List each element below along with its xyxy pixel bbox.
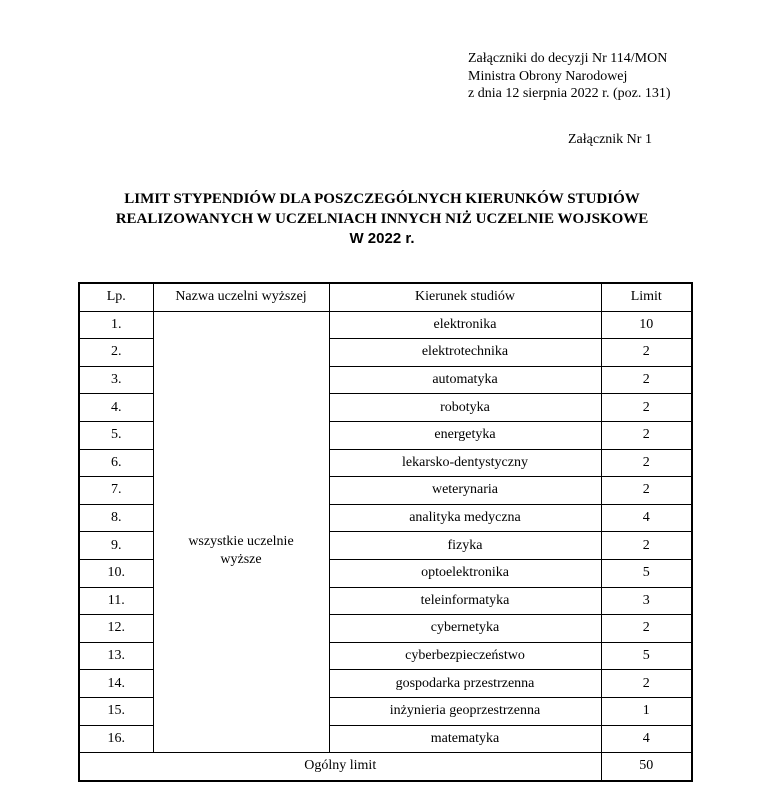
row-number: 4. bbox=[79, 394, 153, 422]
row-number: 5. bbox=[79, 421, 153, 449]
limit-value: 5 bbox=[601, 642, 692, 670]
study-field: cybernetyka bbox=[329, 615, 601, 643]
reference-line-3: z dnia 12 sierpnia 2022 r. (poz. 131) bbox=[468, 86, 671, 101]
row-number: 10. bbox=[79, 559, 153, 587]
title-line-2: REALIZOWANYCH W UCZELNIACH INNYCH NIŻ UCZELNIE WOJSKOWE bbox=[115, 211, 649, 227]
study-field: energetyka bbox=[329, 421, 601, 449]
row-number: 13. bbox=[79, 642, 153, 670]
row-number: 15. bbox=[79, 697, 153, 725]
study-field: fizyka bbox=[329, 532, 601, 560]
page-title bbox=[0, 189, 764, 249]
limit-value: 2 bbox=[601, 339, 692, 367]
limit-value: 4 bbox=[601, 725, 692, 753]
study-field: cyberbezpieczeństwo bbox=[329, 642, 601, 670]
row-number: 12. bbox=[79, 615, 153, 643]
study-field: matematyka bbox=[329, 725, 601, 753]
limit-value: 10 bbox=[601, 311, 692, 339]
row-number: 1. bbox=[79, 311, 153, 339]
study-field: analityka medyczna bbox=[329, 504, 601, 532]
study-field: inżynieria geoprzestrzenna bbox=[329, 697, 601, 725]
table-footer-row bbox=[79, 753, 692, 781]
header-lp: Lp. bbox=[79, 283, 153, 311]
study-field: automatyka bbox=[329, 366, 601, 394]
row-number: 6. bbox=[79, 449, 153, 477]
row-number: 3. bbox=[79, 366, 153, 394]
study-field: weterynaria bbox=[329, 477, 601, 505]
reference-line-2: Ministra Obrony Narodowej bbox=[468, 68, 628, 84]
total-limit-value: 50 bbox=[601, 753, 692, 781]
limit-value: 5 bbox=[601, 559, 692, 587]
header-university: Nazwa uczelni wyższej bbox=[153, 283, 329, 311]
attachment-number-label: Załącznik Nr 1 bbox=[568, 132, 652, 147]
study-field: elektrotechnika bbox=[329, 339, 601, 367]
row-number: 16. bbox=[79, 725, 153, 753]
study-field: elektronika bbox=[329, 311, 601, 339]
row-number: 14. bbox=[79, 670, 153, 698]
limit-value: 3 bbox=[601, 587, 692, 615]
header-limit: Limit bbox=[601, 283, 692, 311]
header-field: Kierunek studiów bbox=[329, 283, 601, 311]
table-row bbox=[79, 311, 692, 339]
study-field: teleinformatyka bbox=[329, 587, 601, 615]
total-limit-label: Ogólny limit bbox=[79, 753, 601, 781]
study-field: robotyka bbox=[329, 394, 601, 422]
university-group-label: wszystkie uczelnie wyższe bbox=[188, 533, 294, 567]
title-line-1: LIMIT STYPENDIÓW DLA POSZCZEGÓLNYCH KIERUNKÓW STUDIÓW bbox=[124, 191, 640, 207]
university-group-cell bbox=[153, 311, 329, 753]
limit-value: 2 bbox=[601, 615, 692, 643]
row-number: 2. bbox=[79, 339, 153, 367]
row-number: 9. bbox=[79, 532, 153, 560]
title-line-3: W 2022 r. bbox=[349, 230, 415, 247]
limit-value: 2 bbox=[601, 421, 692, 449]
limit-value: 2 bbox=[601, 532, 692, 560]
row-number: 7. bbox=[79, 477, 153, 505]
table-header-row bbox=[79, 283, 692, 311]
study-field: gospodarka przestrzenna bbox=[329, 670, 601, 698]
limit-value: 4 bbox=[601, 504, 692, 532]
limit-value: 2 bbox=[601, 394, 692, 422]
study-field: lekarsko-dentystyczny bbox=[329, 449, 601, 477]
reference-line-1: Załączniki do decyzji Nr 114/MON bbox=[468, 51, 668, 66]
row-number: 8. bbox=[79, 504, 153, 532]
scholarship-limits-table bbox=[78, 282, 693, 782]
limit-value: 2 bbox=[601, 477, 692, 505]
study-field: optoelektronika bbox=[329, 559, 601, 587]
limit-value: 2 bbox=[601, 366, 692, 394]
limit-value: 2 bbox=[601, 670, 692, 698]
limit-value: 1 bbox=[601, 697, 692, 725]
decision-reference-block bbox=[468, 50, 671, 103]
limit-value: 2 bbox=[601, 449, 692, 477]
row-number: 11. bbox=[79, 587, 153, 615]
